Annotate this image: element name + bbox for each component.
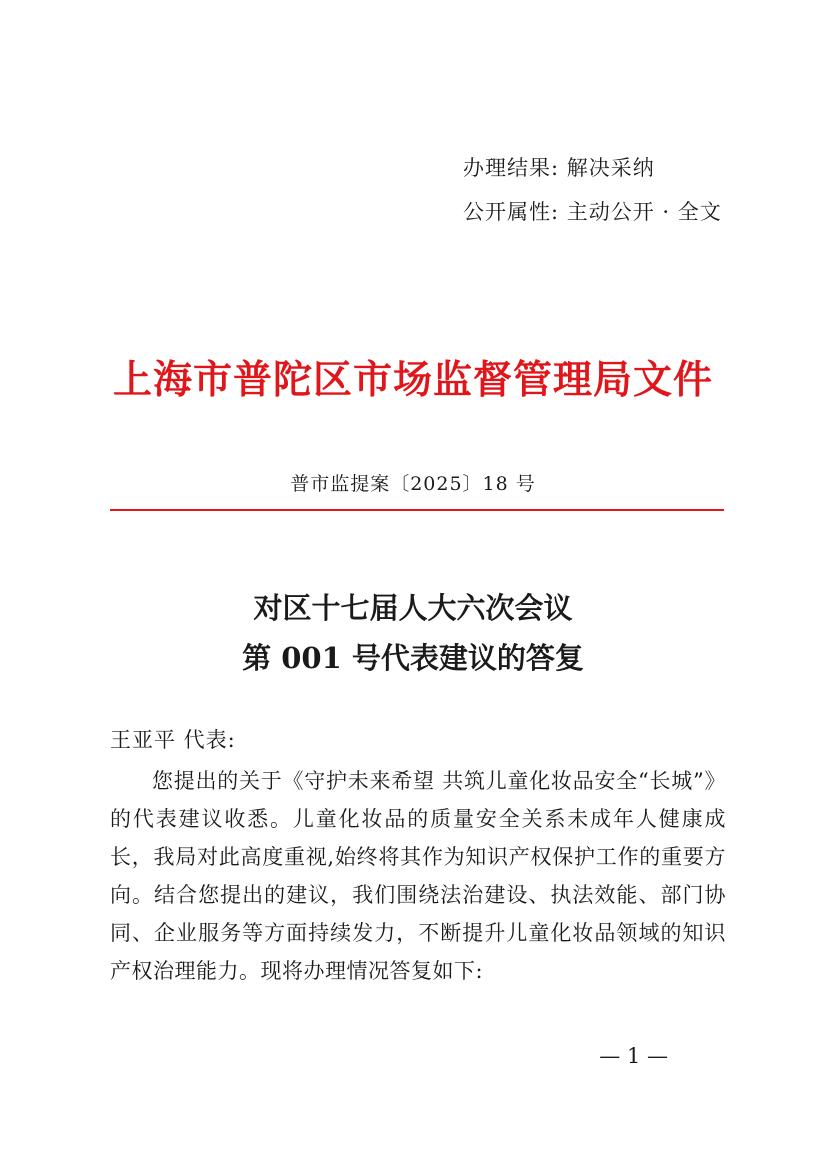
reply-title-line-2: 第 001 号代表建议的答复	[242, 641, 584, 675]
page-number: — 1 —	[599, 1044, 668, 1068]
handling-result: 办理结果: 解决采纳	[463, 156, 655, 180]
reply-title-line-1: 对区十七届人大六次会议	[253, 591, 573, 625]
red-divider-line	[110, 509, 724, 511]
disclosure-attribute: 公开属性: 主动公开 · 全文	[463, 200, 722, 224]
issuing-organization-title: 上海市普陀区市场监督管理局文件	[112, 357, 713, 403]
document-number: 普市监提案〔2025〕18 号	[290, 473, 536, 495]
body-paragraph: 您提出的关于《守护未来希望 共筑儿童化妆品安全“长城”》的代表建议收悉。儿童化妆品的质量安全关系未成年人健康成长，我局对此高度重视,始终将其作为知识产权保护工作的重要方向。结合您提出的建议，我们围绕法治建设、执法效能、部门协同、企业服务等方面持续发力，不断提升儿童化妆品领域的知识产权治理能力。现将办理情况答复如下:	[110, 769, 726, 983]
addressee: 王亚平 代表:	[110, 728, 236, 752]
